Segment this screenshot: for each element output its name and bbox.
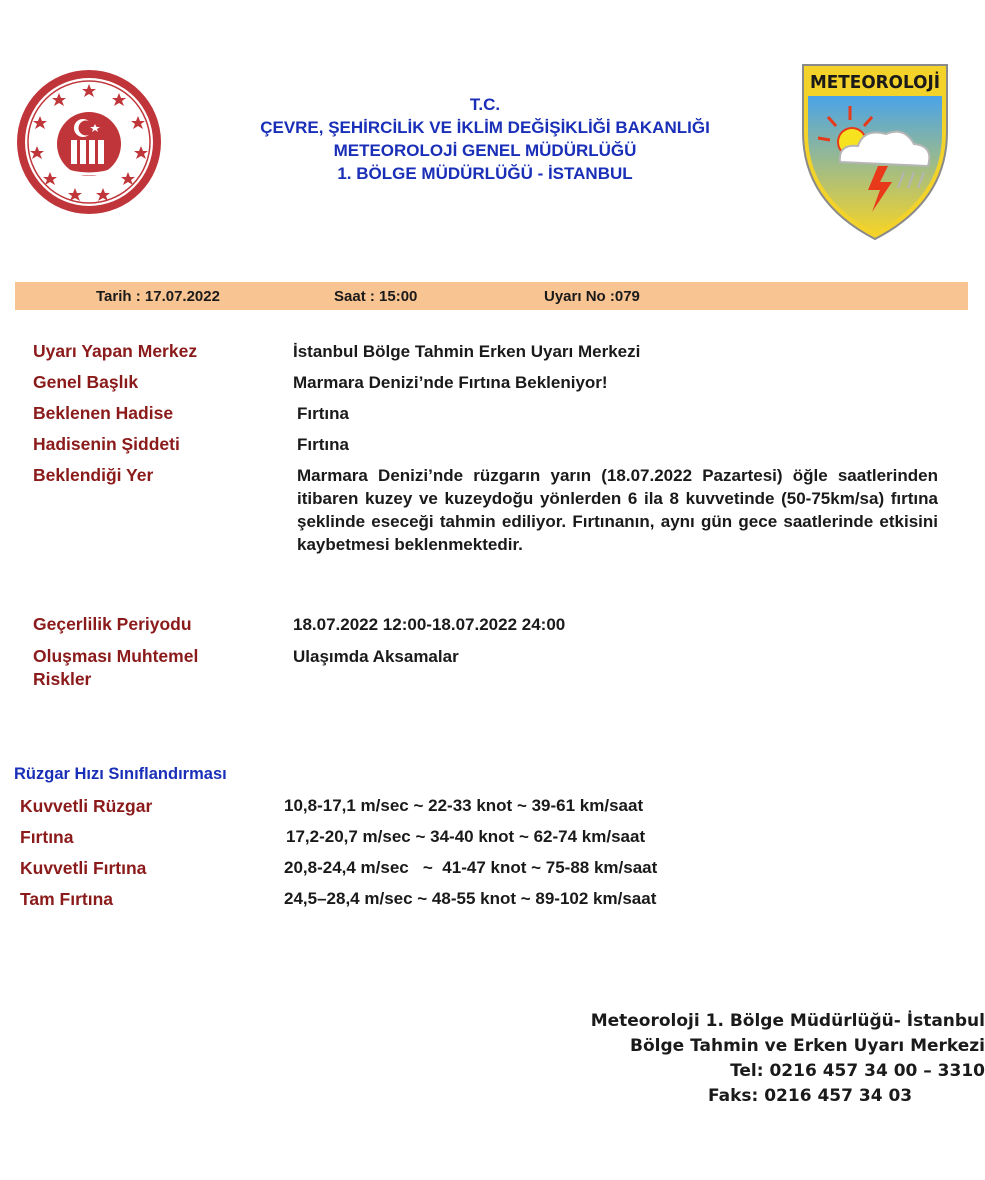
footer-center: Bölge Tahmin ve Erken Uyarı Merkezi <box>630 1036 985 1056</box>
wind-row-label: Kuvvetli Fırtına <box>20 858 147 878</box>
header-region: 1. BÖLGE MÜDÜRLÜĞÜ - İSTANBUL <box>337 164 633 183</box>
validity-value: 18.07.2022 12:00-18.07.2022 24:00 <box>293 615 566 634</box>
ministry-emblem-icon <box>15 68 163 216</box>
center-label: Uyarı Yapan Merkez <box>33 341 198 361</box>
risks-value: Ulaşımda Aksamalar <box>293 647 459 666</box>
ministry-logo <box>15 68 163 216</box>
sun-cloud-lightning-icon <box>800 62 950 242</box>
risks-label-line1: Oluşması Muhtemel <box>33 646 199 666</box>
general-title-value: Marmara Denizi’nde Fırtına Bekleniyor! <box>293 373 608 392</box>
location-description: Marmara Denizi’nde rüzgarın yarın (18.07.2022 Pazartesi) öğle saatlerinden itibaren kuzey ve kuzeydoğu yönlerden 6 ila 8 kuvvetinde (50-75km/sa) fırtına şeklinde eseceği tahmin ediliyor. Fırtınanın, aynı gün gece saatlerinde etkisini kaybetmesi beklenmektedir. <box>297 466 938 554</box>
center-value: İstanbul Bölge Tahmin Erken Uyarı Merkezi <box>293 342 641 361</box>
warning-time: Saat : 15:00 <box>334 288 418 305</box>
severity-value: Fırtına <box>297 435 349 454</box>
wind-row-value: 17,2-20,7 m/sec ~ 34-40 knot ~ 62-74 km/saat <box>286 827 646 846</box>
wind-classification-title: Rüzgar Hızı Sınıflandırması <box>14 765 227 783</box>
meteoroloji-logo <box>800 62 950 242</box>
wind-row-value: 24,5–28,4 m/sec ~ 48-55 knot ~ 89-102 km/saat <box>284 889 657 908</box>
risks-label <box>33 645 283 691</box>
validity-label: Geçerlilik Periyodu <box>33 614 192 634</box>
wind-row-label: Kuvvetli Rüzgar <box>20 796 153 816</box>
warning-number: Uyarı No :079 <box>544 288 640 305</box>
risks-label-line2: Riskler <box>33 669 92 689</box>
wind-row-label: Fırtına <box>20 827 74 847</box>
expected-event-value: Fırtına <box>297 404 349 423</box>
wind-row-label: Tam Fırtına <box>20 889 114 909</box>
header-ministry: ÇEVRE, ŞEHİRCİLİK VE İKLİM DEĞİŞİKLİĞİ BAKANLIĞI <box>260 118 710 137</box>
met-logo-text: METEOROLOJİ <box>810 72 949 93</box>
general-title-label: Genel Başlık <box>33 372 139 392</box>
location-label: Beklendiği Yer <box>33 465 154 485</box>
wind-row-value: 10,8-17,1 m/sec ~ 22-33 knot ~ 39-61 km/saat <box>284 796 644 815</box>
wind-row-value: 20,8-24,4 m/sec ~ 41-47 knot ~ 75-88 km/saat <box>284 858 658 877</box>
footer-phone: Tel: 0216 457 34 00 – 3310 <box>730 1061 985 1081</box>
footer-fax: Faks: 0216 457 34 03 <box>708 1086 913 1106</box>
warning-date: Tarih : 17.07.2022 <box>96 288 220 305</box>
header-tc: T.C. <box>469 95 501 114</box>
expected-event-label: Beklenen Hadise <box>33 403 174 423</box>
footer-directorate: Meteoroloji 1. Bölge Müdürlüğü- İstanbul <box>590 1011 985 1031</box>
severity-label: Hadisenin Şiddeti <box>33 434 180 454</box>
info-bar <box>15 282 968 310</box>
header-directorate: METEOROLOJİ GENEL MÜDÜRLÜĞÜ <box>333 141 637 160</box>
